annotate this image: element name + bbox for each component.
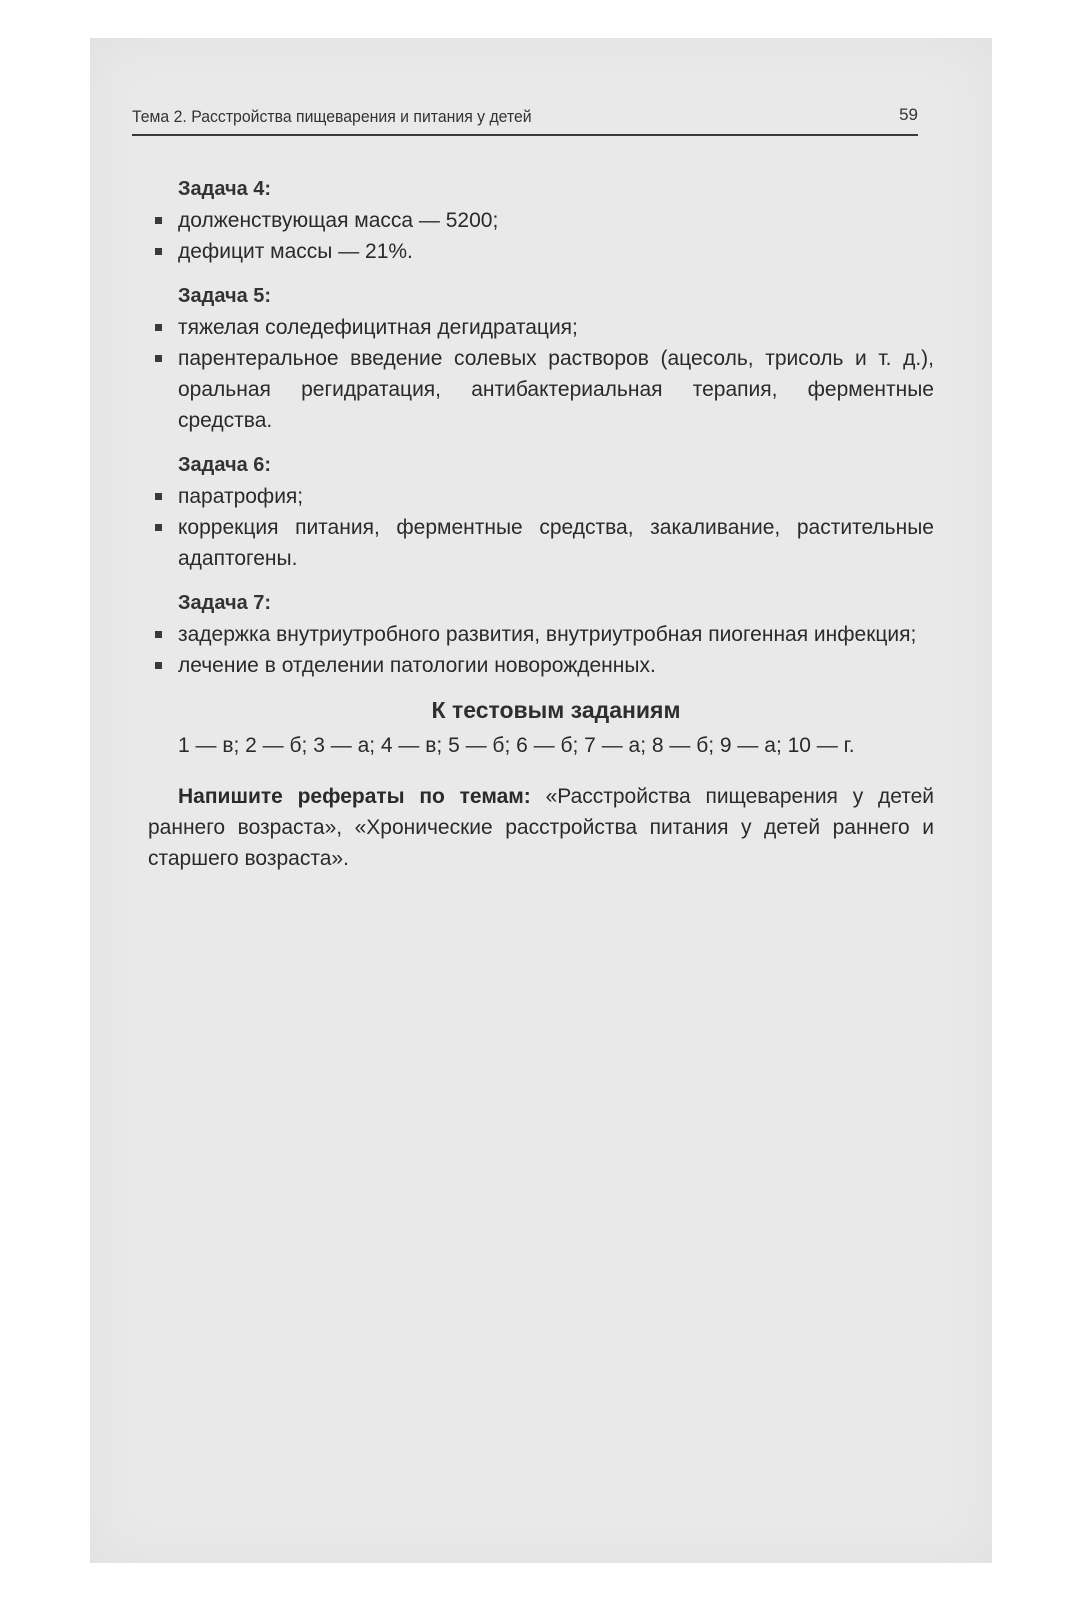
list-item-text: лечение в отделении патологии новорожденных. [178, 654, 656, 677]
task-heading: Задача 5: [178, 285, 272, 307]
task-6 [148, 450, 934, 574]
square-bullet-icon [155, 217, 162, 224]
running-header [132, 104, 918, 136]
answer-list [148, 205, 934, 267]
list-item [148, 481, 934, 512]
list-item [148, 512, 934, 574]
list-item [148, 312, 934, 343]
list-item-text: парентеральное введение солевых растворов (ацесоль, трисоль и т. д.), оральная регидратация, антибактериальная терапия, ферментные средства. [178, 347, 934, 432]
square-bullet-icon [155, 662, 162, 669]
essay-lead: Напишите рефераты по темам: [178, 785, 531, 808]
list-item [148, 650, 934, 681]
square-bullet-icon [155, 248, 162, 255]
essay-text: «Расстройства пищеварения у детей раннего возраста», «Хронические расстройства питания у детей раннего и старшего возраста». [148, 785, 934, 870]
list-item-text: долженствующая масса — 5200; [178, 209, 499, 232]
list-item-text: тяжелая соледефицитная дегидратация; [178, 316, 578, 339]
task-heading: Задача 4: [178, 178, 272, 200]
task-4 [148, 174, 934, 267]
list-item-text: коррекция питания, ферментные средства, закаливание, растительные адаптогены. [178, 516, 934, 570]
square-bullet-icon [155, 355, 162, 362]
square-bullet-icon [155, 493, 162, 500]
task-heading: Задача 6: [178, 454, 272, 476]
book-page [90, 38, 992, 1563]
list-item-text: дефицит массы — 21%. [178, 240, 413, 263]
list-item [148, 205, 934, 236]
task-7 [148, 588, 934, 681]
page-content [148, 174, 934, 874]
test-answers: 1 — в; 2 — б; 3 — а; 4 — в; 5 — б; 6 — б; 7 — а; 8 — б; 9 — а; 10 — г. [178, 734, 855, 757]
page-number: 59 [899, 105, 918, 124]
running-title: Тема 2. Расстройства пищеварения и питания у детей [132, 107, 532, 126]
answer-list [148, 619, 934, 681]
section-heading-tests: К тестовым заданиям [431, 697, 681, 723]
essay-assignment [148, 781, 934, 874]
square-bullet-icon [155, 631, 162, 638]
task-heading: Задача 7: [178, 592, 272, 614]
list-item [148, 236, 934, 267]
list-item [148, 619, 934, 650]
answer-list [148, 481, 934, 574]
task-5 [148, 281, 934, 436]
square-bullet-icon [155, 524, 162, 531]
answer-list [148, 312, 934, 436]
list-item [148, 343, 934, 436]
square-bullet-icon [155, 324, 162, 331]
list-item-text: паратрофия; [178, 485, 304, 508]
list-item-text: задержка внутриутробного развития, внутриутробная пиогенная инфекция; [178, 623, 917, 646]
